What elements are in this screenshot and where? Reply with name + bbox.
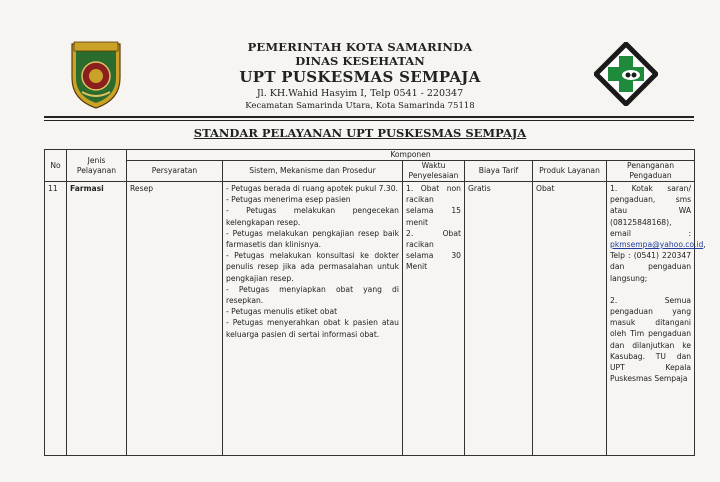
header-no: No: [45, 150, 67, 182]
cell-no: 11: [45, 182, 67, 456]
header-komponen: Komponen: [127, 150, 695, 161]
time-item: 1. Obat non racikan selama 15 menit: [406, 184, 461, 227]
header-sistem: Sistem, Mekanisme dan Prosedur: [223, 161, 403, 182]
cell-penanganan: [607, 182, 706, 456]
complaint-text: 1. Kotak saran/ pengaduan, sms atau WA (08125848168), email :: [610, 184, 692, 238]
letterhead-divider-thin: [44, 120, 694, 121]
procedure-step: - Petugas menyiapkan obat yang di resepkan.: [226, 284, 399, 306]
institution-title: UPT PUSKESMAS SEMPAJA: [239, 68, 481, 86]
cell-jenis-pelayanan: Farmasi: [67, 182, 127, 456]
table-row: [45, 182, 695, 456]
procedure-step: - Petugas melakukan konsultasi ke dokter penulis resep jika ada permasalahan untuk pengkajian resep.: [226, 251, 399, 283]
cell-biaya: Gratis: [465, 182, 533, 456]
complaint-item: [610, 183, 706, 284]
procedure-step: - Petugas berada di ruang apotek pukul 7.30.: [226, 184, 398, 193]
header-biaya: Biaya Tarif: [465, 161, 533, 182]
header-persyaratan: Persyaratan: [127, 161, 223, 182]
document-title: STANDAR PELAYANAN UPT PUSKESMAS SEMPAJA: [193, 126, 527, 140]
procedure-step: - Petugas menerima esep pasien: [226, 195, 351, 205]
complaint-item: 2. Semua pengaduan yang masuk ditangani oleh Tim pengaduan dan dilanjutkan ke Kasubag. TU dan UPT Kepala Puskesmas Sempaja: [610, 295, 692, 384]
cell-persyaratan: Resep: [127, 182, 223, 456]
header-penanganan: Penanganan Pengaduan: [607, 161, 695, 182]
government-line: PEMERINTAH KOTA SAMARINDA: [247, 40, 473, 54]
header-produk: Produk Layanan: [533, 161, 607, 182]
procedure-step: - Petugas melakukan pengkajian resep baik farmasetis dan klinisnya.: [226, 228, 399, 250]
address-line: Jl. KH.Wahid Hasyim I, Telp 0541 - 220347: [256, 88, 464, 99]
header-jenis-pelayanan: Jenis Pelayanan: [67, 150, 127, 182]
procedure-step: - Petugas melakukan pengecekan kelengkapan resep.: [226, 206, 399, 227]
letterhead-divider-thick: [44, 116, 694, 118]
letterhead: [140, 40, 580, 112]
time-item: 2. Obat racikan selama 30 Menit: [406, 228, 461, 272]
cell-sistem: [223, 182, 403, 456]
puskesmas-logo-icon: [594, 42, 658, 106]
complaint-text: , Telp : (0541) 220347 dan pengaduan langsung;: [610, 240, 706, 283]
cell-produk: Obat: [533, 182, 607, 456]
region-line: Kecamatan Samarinda Utara, Kota Samarinda 75118: [245, 101, 475, 111]
procedure-step: - Petugas menyerahkan obat k pasien atau keluarga pasien di sertai informasi obat.: [226, 318, 399, 339]
department-line: DINAS KESEHATAN: [295, 54, 425, 68]
cell-waktu: [403, 182, 465, 456]
service-standard-table: [44, 149, 706, 456]
header-waktu: Waktu Penyelesaian: [403, 161, 465, 182]
kota-samarinda-emblem-icon: [66, 38, 126, 110]
procedure-step: - Petugas menulis etiket obat: [226, 307, 338, 317]
email-link[interactable]: pkmsempa@yahoo.co.id: [610, 240, 704, 250]
